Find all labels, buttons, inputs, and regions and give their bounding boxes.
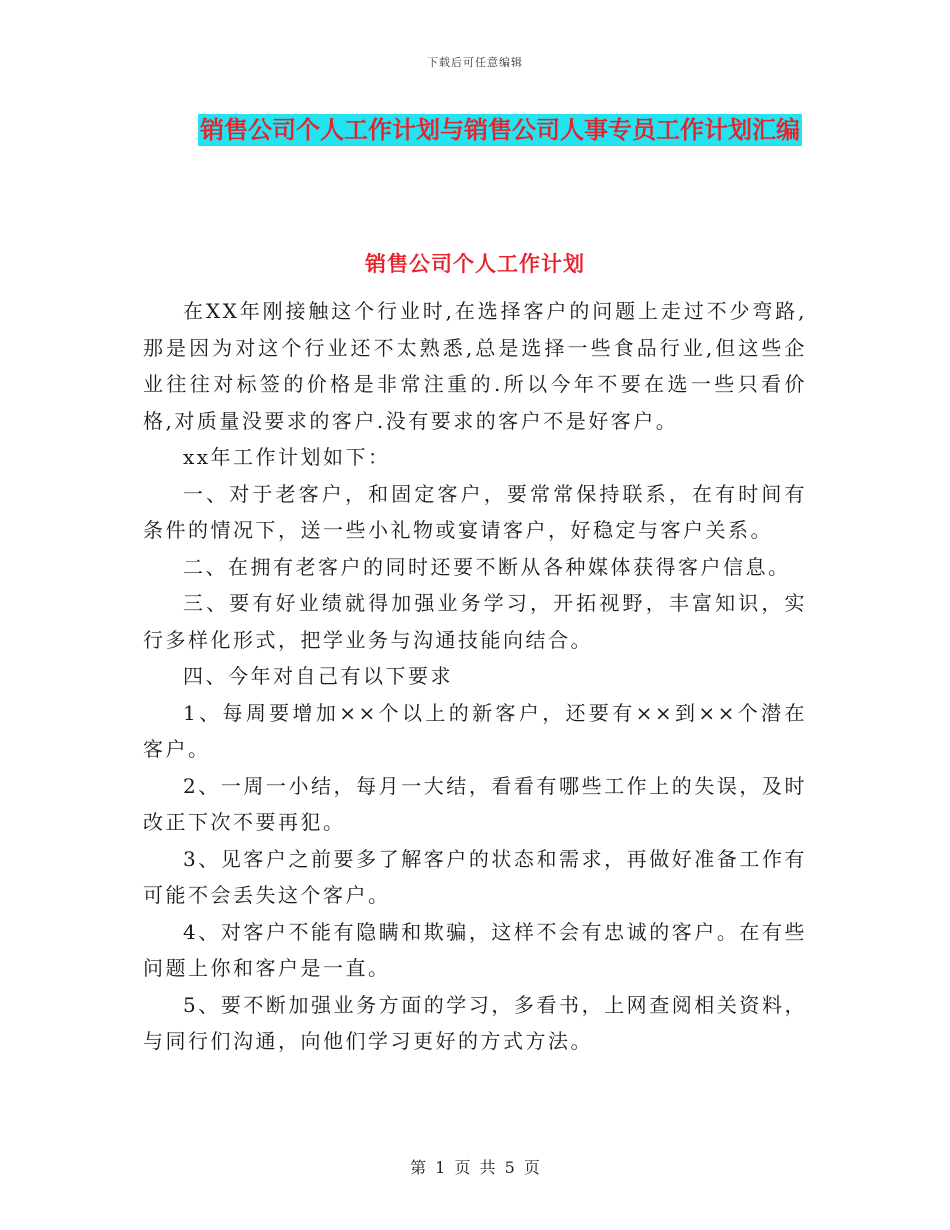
document-title-text: 销售公司个人工作计划与销售公司人事专员工作计划汇编 <box>200 116 800 144</box>
paragraph: 5、要不断加强业务方面的学习，多看书，上网查阅相关资料，与同行们沟通，向他们学习更好的方式方法。 <box>143 992 807 1053</box>
paragraph: 2、一周一小结，每月一大结，看看有哪些工作上的失误，及时改正下次不要再犯。 <box>143 773 807 834</box>
paragraph: 4、对客户不能有隐瞒和欺骗，这样不会有忠诚的客户。在有些问题上你和客户是一直。 <box>143 919 807 980</box>
paragraph: 1、每周要增加××个以上的新客户，还要有××到××个潜在客户。 <box>143 700 807 761</box>
paragraph: 四、今年对自己有以下要求 <box>183 664 453 688</box>
paragraph: 一、对于老客户，和固定客户，要常常保持联系，在有时间有条件的情况下，送一些小礼物或宴请客户，好稳定与客户关系。 <box>143 481 807 542</box>
paragraph: 3、见客户之前要多了解客户的状态和需求，再做好准备工作有可能不会丢失这个客户。 <box>143 846 807 907</box>
document-title <box>190 108 810 152</box>
page-indicator: 第 1 页 共 5 页 <box>410 1158 540 1177</box>
paragraph: 三、要有好业绩就得加强业务学习，开拓视野，丰富知识，实行多样化形式，把学业务与沟通技能向结合。 <box>143 591 807 652</box>
header-note: 下载后可任意编辑 <box>427 56 523 69</box>
paragraph: 在XX年刚接触这个行业时,在选择客户的问题上走过不少弯路,那是因为对这个行业还不太熟悉,总是选择一些食品行业,但这些企业往往对标签的价格是非常注重的.所以今年不要在选一些只看价格,对质量没要求的客户.没有要求的客户不是好客户。 <box>143 299 807 433</box>
document-body <box>143 293 807 1060</box>
paragraph: 二、在拥有老客户的同时还要不断从各种媒体获得客户信息。 <box>183 554 791 579</box>
section-title: 销售公司个人工作计划 <box>365 252 585 276</box>
paragraph: xx年工作计划如下： <box>183 445 391 469</box>
